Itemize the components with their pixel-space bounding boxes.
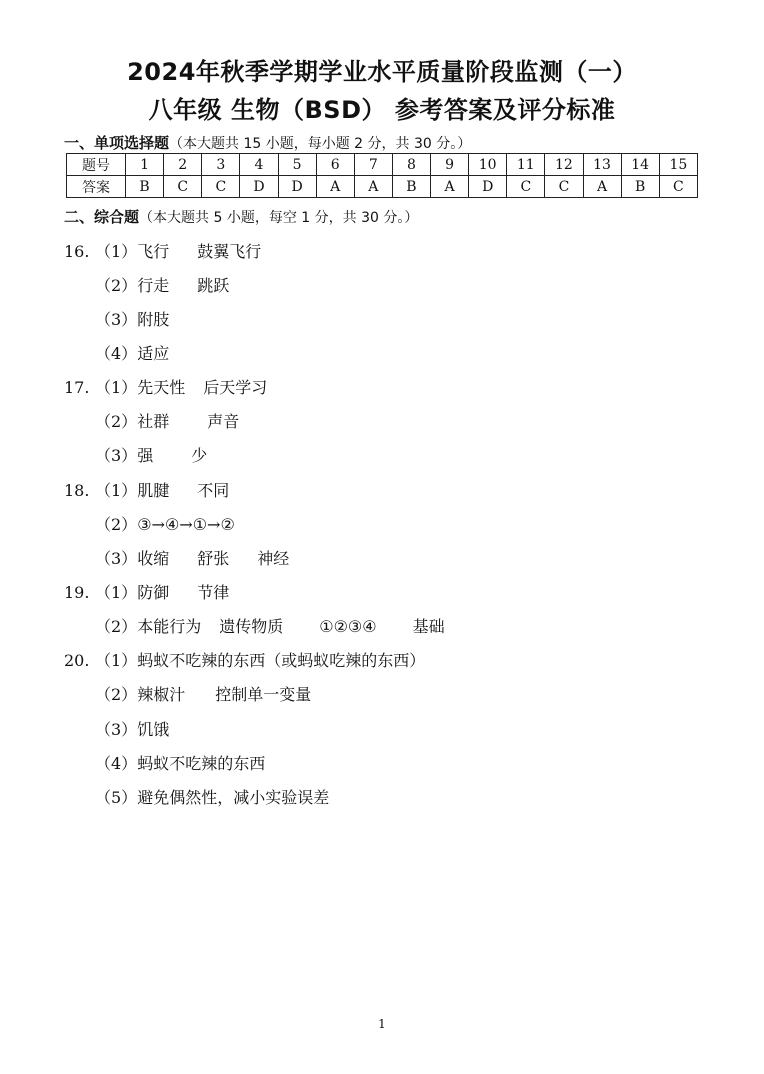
answer-text: ①②③④ xyxy=(319,617,377,636)
answer-text: 不同 xyxy=(197,481,230,500)
section-1-title: 一、单项选择题 xyxy=(64,134,170,152)
answer-cell: C xyxy=(659,176,697,198)
question-number: 15 xyxy=(659,154,697,176)
answer-text: 飞行 xyxy=(137,242,170,261)
answer-cell: D xyxy=(469,176,507,198)
answer-text: 蚂蚁不吃辣的东西 xyxy=(137,754,266,773)
answer-cell: B xyxy=(126,176,164,198)
part-label: （2） xyxy=(95,515,138,534)
question-label: 16. xyxy=(64,242,90,261)
question-number: 8 xyxy=(392,154,430,176)
answer-cell: B xyxy=(621,176,659,198)
section-1-heading xyxy=(64,132,471,153)
answer-text: 节律 xyxy=(197,583,230,602)
part-label: （4） xyxy=(95,754,138,773)
page-number: 1 xyxy=(378,1017,386,1031)
part-label: （1） xyxy=(95,651,138,670)
answer-line xyxy=(64,479,229,503)
part-label: （3） xyxy=(95,446,138,465)
question-number: 10 xyxy=(469,154,507,176)
answer-text: 饥饿 xyxy=(137,720,170,739)
answer-line xyxy=(64,376,267,400)
part-label: （4） xyxy=(95,344,138,363)
answer-line xyxy=(95,308,169,332)
answer-text: 少 xyxy=(191,446,208,465)
answer-line xyxy=(95,274,229,298)
answer-text: 基础 xyxy=(412,617,445,636)
question-number: 7 xyxy=(354,154,392,176)
question-number: 2 xyxy=(164,154,202,176)
answer-text: 舒张 xyxy=(197,549,230,568)
part-label: （5） xyxy=(95,788,138,807)
question-number: 5 xyxy=(278,154,316,176)
answer-cell: A xyxy=(316,176,354,198)
answer-text: 本能行为 xyxy=(137,617,202,636)
answer-line xyxy=(95,410,239,434)
section-2-title: 二、综合题 xyxy=(64,208,140,226)
answer-text: 后天学习 xyxy=(203,378,268,397)
page-subtitle: 八年级 生物（BSD） 参考答案及评分标准 xyxy=(148,96,616,124)
question-number: 1 xyxy=(126,154,164,176)
answer-text: 遗传物质 xyxy=(219,617,284,636)
question-number: 3 xyxy=(202,154,240,176)
answer-cell: A xyxy=(354,176,392,198)
answer-line xyxy=(95,718,169,742)
answer-text: 蚂蚁不吃辣的东西（或蚂蚁吃辣的东西） xyxy=(137,651,426,670)
part-label: （3） xyxy=(95,549,138,568)
answer-cell: A xyxy=(431,176,469,198)
answer-cell: C xyxy=(202,176,240,198)
answer-text: 肌腱 xyxy=(137,481,170,500)
question-number: 13 xyxy=(583,154,621,176)
answer-text: 声音 xyxy=(207,412,240,431)
answer-cell: C xyxy=(507,176,545,198)
question-number: 9 xyxy=(431,154,469,176)
answer-cell: A xyxy=(583,176,621,198)
answer-line xyxy=(95,683,311,707)
part-label: （2） xyxy=(95,276,138,295)
answer-text: 强 xyxy=(137,446,154,465)
answer-line xyxy=(95,547,289,571)
answer-line xyxy=(95,615,445,639)
answer-text: 适应 xyxy=(137,344,170,363)
part-label: （1） xyxy=(95,481,138,500)
row-label-question: 题号 xyxy=(67,154,126,176)
part-label: （2） xyxy=(95,685,138,704)
answer-line xyxy=(95,752,265,776)
row-label-answer: 答案 xyxy=(67,176,126,198)
answer-cell: D xyxy=(278,176,316,198)
question-label: 17. xyxy=(64,378,90,397)
answer-text: 社群 xyxy=(137,412,170,431)
part-label: （1） xyxy=(95,242,138,261)
answer-line xyxy=(64,649,425,673)
section-2-note: （本大题共 5 小题，每空 1 分，共 30 分。） xyxy=(139,210,419,226)
part-label: （2） xyxy=(95,412,138,431)
answer-table xyxy=(66,153,698,198)
answer-text: 先天性 xyxy=(137,378,186,397)
answer-line xyxy=(95,444,207,468)
page-title: 2024年秋季学期学业水平质量阶段监测（一） xyxy=(127,58,637,86)
answer-text: 收缩 xyxy=(137,549,170,568)
answer-line xyxy=(64,581,229,605)
answer-cell: C xyxy=(164,176,202,198)
answer-table-row-numbers xyxy=(67,154,698,176)
question-label: 19. xyxy=(64,583,90,602)
part-label: （3） xyxy=(95,310,138,329)
question-number: 12 xyxy=(545,154,583,176)
answer-line xyxy=(95,342,169,366)
question-number: 4 xyxy=(240,154,278,176)
answer-text: 跳跃 xyxy=(197,276,230,295)
answer-text: 神经 xyxy=(257,549,290,568)
answer-text: ③→④→①→② xyxy=(137,515,235,534)
part-label: （2） xyxy=(95,617,138,636)
question-number: 6 xyxy=(316,154,354,176)
answer-text: 辣椒汁 xyxy=(137,685,186,704)
answer-line xyxy=(64,240,261,264)
answer-text: 鼓翼飞行 xyxy=(197,242,262,261)
part-label: （3） xyxy=(95,720,138,739)
section-2-heading xyxy=(64,206,418,227)
answer-text: 附肢 xyxy=(137,310,170,329)
question-label: 18. xyxy=(64,481,90,500)
question-number: 11 xyxy=(507,154,545,176)
part-label: （1） xyxy=(95,378,138,397)
question-label: 20. xyxy=(64,651,90,670)
answer-line xyxy=(95,513,235,537)
answer-cell: D xyxy=(240,176,278,198)
answer-table-row-answers xyxy=(67,176,698,198)
section-1-note: （本大题共 15 小题，每小题 2 分，共 30 分。） xyxy=(169,136,472,152)
answer-cell: B xyxy=(392,176,430,198)
answer-text: 避免偶然性，减小实验误差 xyxy=(137,788,330,807)
question-number: 14 xyxy=(621,154,659,176)
answer-cell: C xyxy=(545,176,583,198)
answer-text: 防御 xyxy=(137,583,170,602)
answer-line xyxy=(95,786,329,810)
answer-text: 行走 xyxy=(137,276,170,295)
part-label: （1） xyxy=(95,583,138,602)
answer-text: 控制单一变量 xyxy=(215,685,312,704)
